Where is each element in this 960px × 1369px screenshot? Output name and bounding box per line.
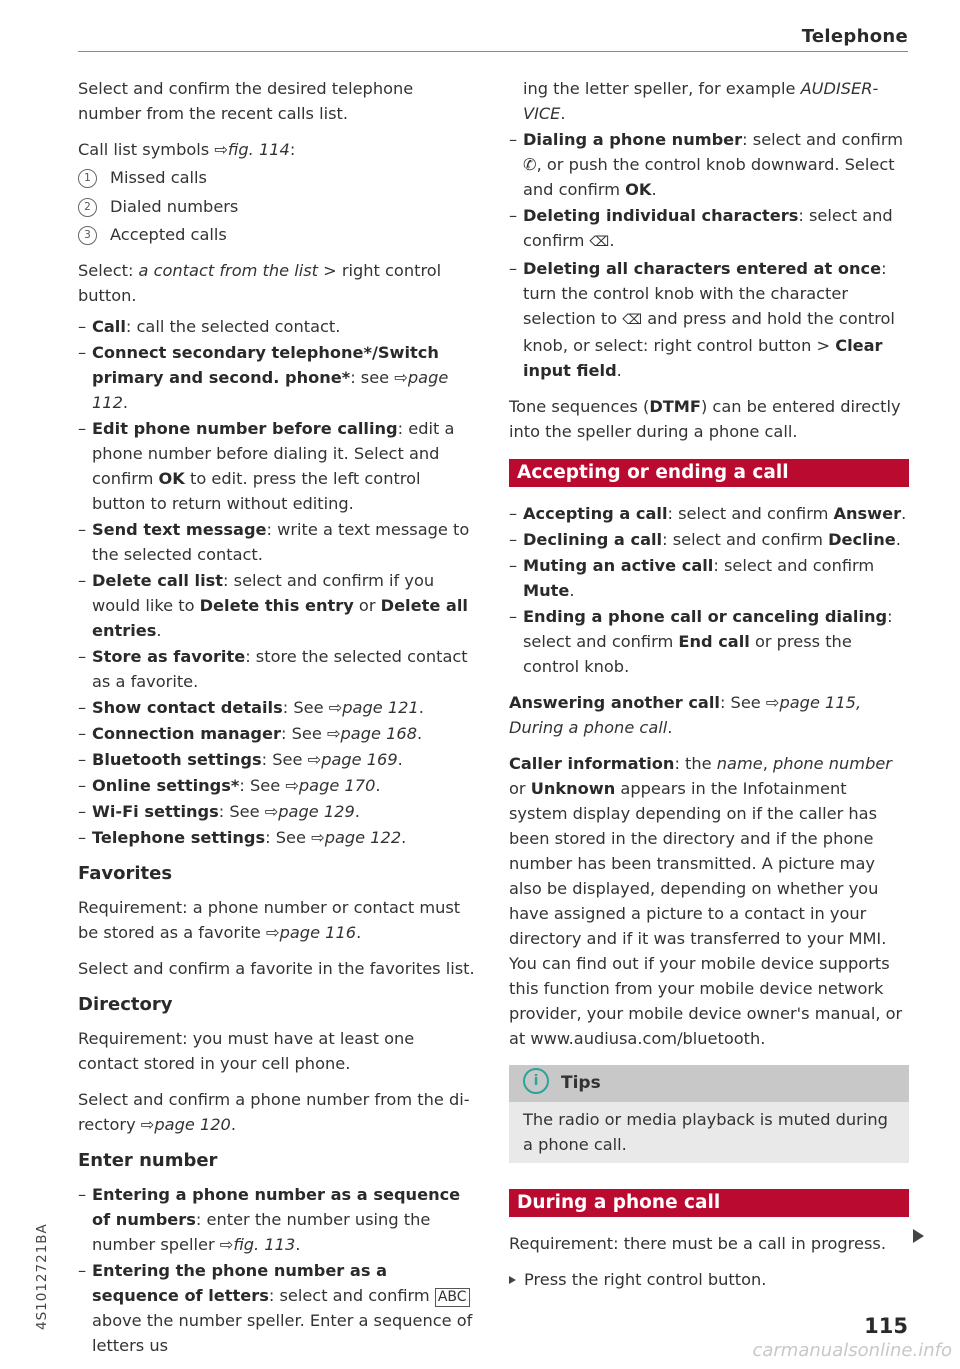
arrow-ref-icon: ⇨ [765,693,780,712]
list-item: – Dialing a phone number: select and confirm ✆, or push the control knob downward. Select and confirm OK. [509,130,903,199]
left-column [78,76,478,1369]
list-item: – Telephone settings: See ⇨page 122. [78,828,407,847]
list-item: – Deleting all characters entered at once: turn the control knob with the character selection to ⌫ and press and hold the control knob, or select: right control button > Clear input field. [509,259,895,380]
continued-text: ing the letter speller, for example AUDISERVICE. [523,79,879,123]
call-actions-list [509,501,909,679]
arrow-ref-icon: ⇨ [394,368,408,387]
intro-paragraph: Select and confirm the desired telephone number from the recent calls list. [78,79,414,123]
abc-key-button: ABC [435,1288,470,1307]
backspace-icon: ⌫ [622,312,643,328]
info-icon: i [523,1068,549,1094]
list-item: – Deleting individual characters: select and confirm ⌫. [509,206,893,250]
arrow-ref-icon: ⇨ [264,802,279,821]
phone-icon: ✆ [523,155,537,174]
section-title-accepting-ending: Accepting or ending a call [509,459,909,487]
list-item: – Store as favorite: store the selected contact as a favorite. [78,647,468,691]
tips-text: The radio or media playback is muted during a phone call. [523,1110,888,1154]
list-item: – Declining a call: select and confirm Decline. [509,530,901,549]
step-instruction: Press the right control button. [509,1267,909,1292]
directory-text: Select and confirm a phone number from the directory ⇨page 120. [78,1090,470,1134]
list-item: – Ending a phone call or canceling dialing: select and confirm End call or press the control knob. [509,607,893,676]
favorites-text: Select and confirm a favorite in the favorites list. [78,959,475,978]
figure-ref[interactable]: fig. 113 [233,1235,296,1254]
page-ref[interactable]: page 129 [278,802,355,821]
options-menu-list [78,314,478,850]
arrow-ref-icon: ⇨ [219,1235,234,1254]
list-item: – Entering the phone number as a sequence of letters: select and confirm ABC above the number speller. Enter a sequence of letters us [78,1261,473,1355]
figure-ref[interactable]: fig. 114 [227,140,290,159]
document-code: 4S1012721BA [34,1223,50,1330]
circled-number-icon: 3 [78,226,97,245]
list-item: – Send text message: write a text message to the selected contact. [78,520,470,564]
directory-heading: Directory [78,994,173,1015]
section-title-during-call: During a phone call [509,1189,909,1217]
circled-number-icon: 2 [78,198,97,217]
arrow-ref-icon: ⇨ [307,750,322,769]
list-item: – Online settings*: See ⇨page 170. [78,776,381,795]
enter-number-list [78,1182,478,1358]
arrow-ref-icon: ⇨ [328,698,343,717]
list-item: – Show contact details: See ⇨page 121. [78,698,424,717]
symbol-item: 2 Dialed numbers [78,194,478,219]
arrow-ref-icon: ⇨ [311,828,325,847]
page-ref[interactable]: page 170 [298,776,376,795]
symbol-item: 3 Accepted calls [78,222,478,247]
page-ref[interactable]: page 116 [279,923,357,942]
enter-number-heading: Enter number [78,1150,218,1171]
list-item: – Entering a phone number as a sequence of numbers: enter the number using the number speller ⇨fig. 113. [78,1185,461,1254]
page-header-title: Telephone [801,26,908,47]
page-ref[interactable]: page 169 [321,750,398,769]
symbol-list [78,165,478,247]
list-item: – Bluetooth settings: See ⇨page 169. [78,750,403,769]
symbol-item: 1 Missed calls [78,165,478,190]
answering-another-call: Answering another call: See ⇨page 115, During a phone call. [509,693,862,737]
step-triangle-icon [509,1276,516,1284]
page-ref[interactable]: page 112 [92,368,449,412]
call-list-symbols-line: Call list symbols ⇨fig. 114: [78,140,296,159]
page-ref[interactable]: page 122 [324,828,402,847]
favorites-heading: Favorites [78,863,173,884]
page-ref[interactable]: page 120 [154,1115,231,1134]
continue-arrow-icon [913,1229,924,1243]
caller-information: Caller information: the name, phone number or Unknown appears in the Infotainment system display depending on if the caller has been stored in the directory and if the phone number has been transmitted. A picture may also be displayed, depending on whether you have assigned a picture to a contact in your directory and if it was transferred to your MMI. You can find out if your mobile device supports this function from your mobile device network provider, your mobile device owner's manual, or at www.audiusa.com/bluetooth. [509,754,903,1048]
header-divider [78,51,908,52]
select-instruction: Select: a contact from the list > right control button. [78,261,442,305]
page-ref[interactable]: page 115, During a phone call [509,693,862,737]
page-ref[interactable]: page 121 [342,698,419,717]
list-item: – Wi-Fi settings: See ⇨page 129. [78,802,360,821]
list-item: – Connect secondary telephone*/Switch primary and second. phone*: see ⇨page 112. [78,343,449,412]
arrow-ref-icon: ⇨ [266,923,280,942]
arrow-ref-icon: ⇨ [140,1115,155,1134]
circled-number-icon: 1 [78,169,97,188]
page-number: 115 [864,1314,908,1338]
list-item: – Connection manager: See ⇨page 168. [78,724,423,743]
watermark: carmanualsonline.info [752,1340,952,1361]
during-call-requirement: Requirement: there must be a call in progress. [509,1234,886,1253]
directory-requirement: Requirement: you must have at least one contact stored in your cell phone. [78,1029,415,1073]
list-item: – Edit phone number before calling: edit a phone number before dialing it. Select and confirm OK to edit. press the left control button to return without editing. [78,419,455,513]
page-ref[interactable]: page 168 [340,724,417,743]
right-column [509,76,909,1303]
backspace-icon: ⌫ [589,234,610,250]
tips-box [509,1065,909,1163]
list-item: – Call: call the selected contact. [78,317,341,336]
list-item: – Delete call list: select and confirm if you would like to Delete this entry or Delete all entries. [78,571,468,640]
list-item: – Muting an active call: select and confirm Mute. [509,556,875,600]
speller-list [509,127,909,383]
arrow-ref-icon: ⇨ [326,724,341,743]
list-item: – Accepting a call: select and confirm Answer. [509,504,907,523]
tips-header: i Tips [509,1065,909,1102]
dtmf-paragraph: Tone sequences (DTMF) can be entered directly into the speller during a phone call. [509,397,901,441]
favorites-requirement: Requirement: a phone number or contact must be stored as a favorite ⇨page 116. [78,898,461,942]
arrow-ref-icon: ⇨ [214,140,228,159]
arrow-ref-icon: ⇨ [285,776,299,795]
